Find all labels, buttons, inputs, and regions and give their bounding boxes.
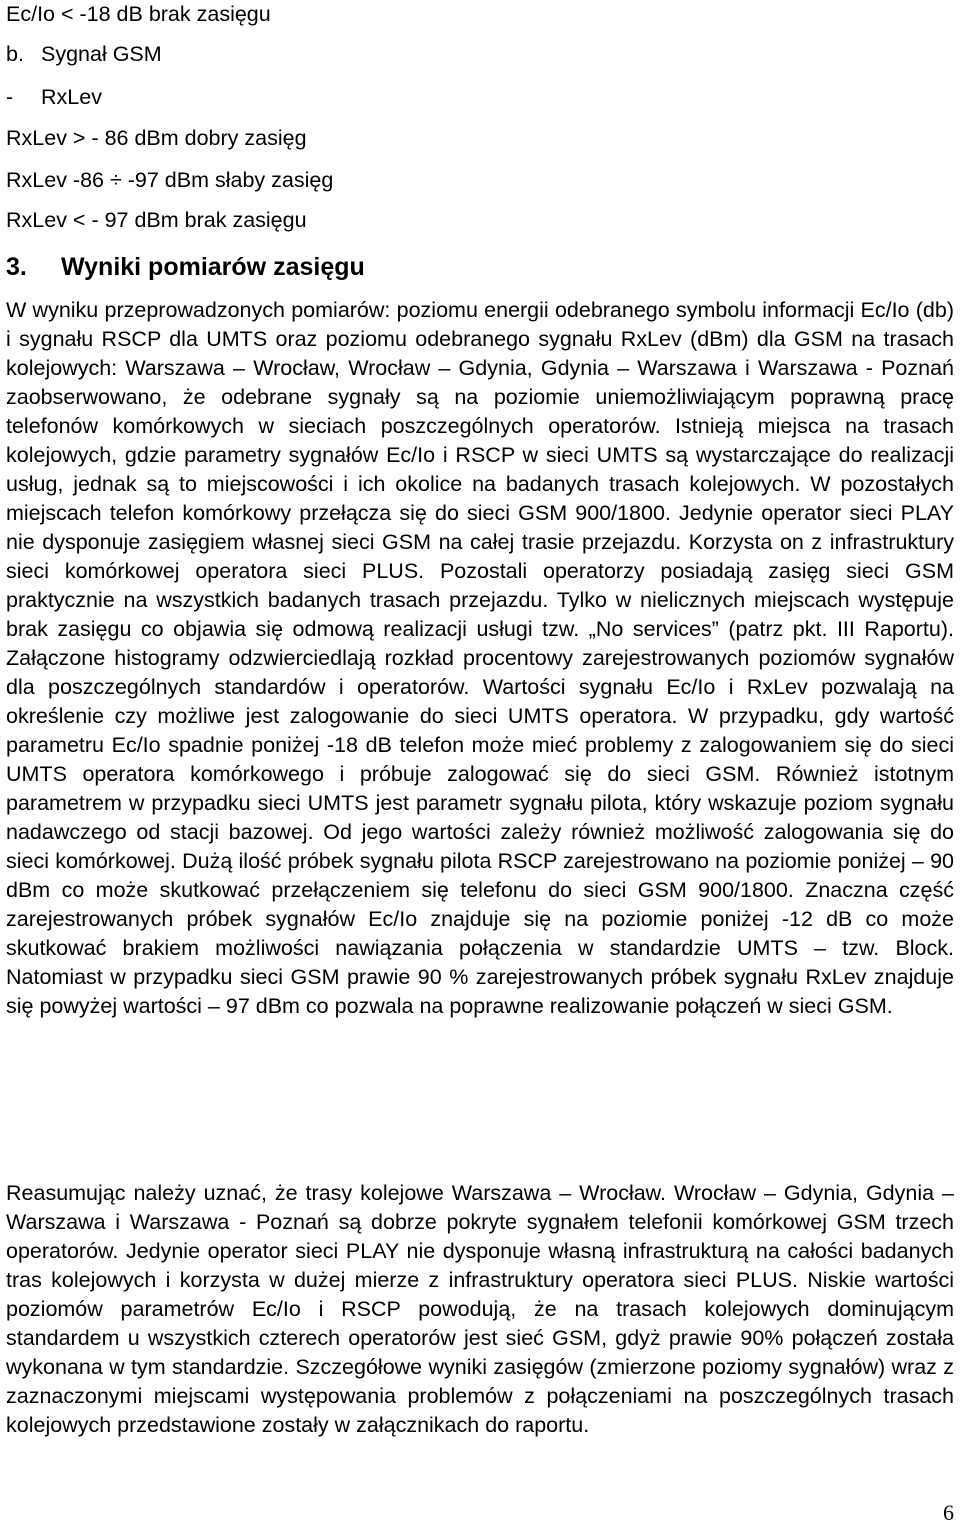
page-number: 6 — [943, 1500, 954, 1525]
rxlev-good-line: RxLev > - 86 dBm dobry zasięg — [6, 126, 307, 150]
rxlev-label: RxLev — [41, 85, 102, 109]
rxlev-no-coverage-line: RxLev < - 97 dBm brak zasięgu — [6, 208, 307, 232]
section-number: 3. — [6, 253, 27, 281]
section-title: Wyniki pomiarów zasięgu — [61, 253, 365, 281]
list-marker-dash: - — [6, 85, 14, 109]
list-marker-b: b. — [6, 42, 24, 66]
gsm-signal-heading: Sygnał GSM — [41, 42, 162, 66]
rxlev-weak-line: RxLev -86 ÷ -97 dBm słaby zasięg — [6, 168, 334, 192]
summary-paragraph: Reasumując należy uznać, że trasy kolejowe Warszawa – Wrocław. Wrocław – Gdynia, Gdynia – Warszawa i Warszawa - Poznań są dobrze pokryte sygnałem telefonii komórkowej GSM trzech operatorów. Jedynie operator sieci PLAY nie dysponuje własną infrastrukturą na całości badanych tras kolejowych i korzysta w dużej mierze z infrastruktury operatora sieci PLUS. Niskie wartości poziomów parametrów Ec/Io i RSCP powodują, że na trasach kolejowych dominującym standardem u wszystkich czterech operatorów jest sieć GSM, gdyż prawie 90% połączeń została wykonana w tym standardzie. Szczegółowe wyniki zasięgów (zmierzone poziomy sygnałów) wraz z zaznaczonymi miejscami występowania problemów z połączeniami na poszczególnych trasach kolejowych przedstawione zostały w załącznikach do raportu. — [6, 1181, 954, 1437]
ecio-no-coverage-line: Ec/Io < -18 dB brak zasięgu — [6, 2, 271, 26]
results-paragraph: W wyniku przeprowadzonych pomiarów: poziomu energii odebranego symbolu informacji Ec/Io (db) i sygnału RSCP dla UMTS oraz poziomu odebranego sygnału RxLev (dBm) dla GSM na trasach kolejowych: Warszawa – Wrocław, Wrocław – Gdynia, Gdynia – Warszawa i Warszawa - Poznań zaobserwowano, że odebrane sygnały są na poziomie uniemożliwiającym poprawną pracę telefonów komórkowych w sieciach poszczególnych operatorów. Istnieją miejsca na trasach kolejowych, gdzie parametry sygnałów Ec/Io i RSCP w sieci UMTS są wystarczające do realizacji usług, jednak są to miejscowości i ich okolice na badanych trasach kolejowych. W pozostałych miejscach telefon komórkowy przełącza się do sieci GSM 900/1800. Jedynie operator sieci PLAY nie dysponuje zasięgiem własnej sieci GSM na całej trasie przejazdu. Korzysta on z infrastruktury sieci komórkowej operatora sieci PLUS. Pozostali operatorzy posiadają zasięg sieci GSM praktycznie na wszystkich badanych trasach przejazdu. Tylko w nielicznych miejscach występuje brak zasięgu co objawia się odmową realizacji usługi tzw. „No services” (patrz pkt. III Raportu). Załączone histogramy odzwierciedlają rozkład procentowy zarejestrowanych poziomów sygnałów dla poszczególnych standardów i operatorów. Wartości sygnału Ec/Io i RxLev pozwalają na określenie czy możliwe jest zalogowanie do sieci UMTS operatora. W przypadku, gdy wartość parametru Ec/Io spadnie poniżej -18 dB telefon może mieć problemy z zalogowaniem się do sieci UMTS operatora komórkowego i próbuje zalogować się do sieci GSM. Również istotnym parametrem w przypadku sieci UMTS jest parametr sygnału pilota, który wskazuje poziom sygnału nadawczego od stacji bazowej. Od jego wartości zależy również możliwość zalogowania się do sieci komórkowej. Dużą ilość próbek sygnału pilota RSCP zarejestrowano na poziomie poniżej – 90 dBm co może skutkować przełączeniem się telefonu do sieci GSM 900/1800. Znaczna część zarejestrowanych próbek sygnałów Ec/Io znajduje się na poziomie poniżej -12 dB co może skutkować brakiem możliwości nawiązania połączenia w standardzie UMTS – tzw. Block. Natomiast w przypadku sieci GSM prawie 90 % zarejestrowanych próbek sygnału RxLev znajduje się powyżej wartości – 97 dBm co pozwala na poprawne realizowanie połączeń w sieci GSM. — [6, 298, 954, 1018]
